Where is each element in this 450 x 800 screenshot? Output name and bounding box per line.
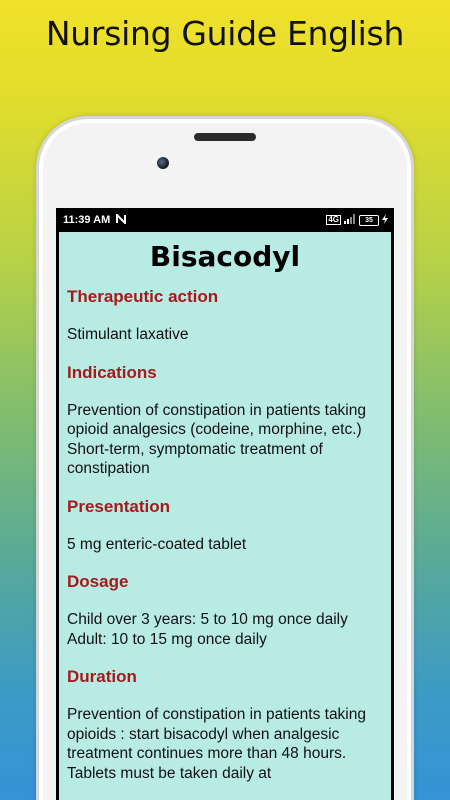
battery-icon (359, 215, 379, 226)
drug-detail-content[interactable] (59, 232, 391, 800)
section-body: 5 mg enteric-coated tablet (67, 535, 247, 553)
section-indications (67, 363, 383, 479)
signal-icon (344, 214, 356, 227)
section-dosage (67, 572, 383, 649)
section-therapeutic-action (67, 287, 383, 345)
section-heading: Dosage (67, 572, 129, 591)
phone-speaker (194, 133, 256, 141)
status-bar (56, 208, 394, 232)
charging-icon (382, 214, 388, 227)
section-body: Prevention of constipation in patients taking opioid analgesics (codeine, morphine, etc.) Short-term, symptomatic treatment of constipation (67, 401, 366, 477)
section-heading: Therapeutic action (67, 287, 219, 306)
drug-title: Bisacodyl (149, 240, 301, 273)
promo-banner-title: Nursing Guide English (45, 14, 405, 53)
notification-n-icon (116, 214, 126, 227)
phone-screen (56, 208, 394, 800)
section-heading: Presentation (67, 496, 170, 516)
battery-level: 35 (365, 216, 373, 224)
section-body: Child over 3 years: 5 to 10 mg once daily Adult: 10 to 15 mg once daily (67, 611, 348, 648)
section-presentation (67, 497, 383, 555)
section-heading: Duration (67, 667, 137, 686)
section-body: Prevention of constipation in patients taking opioids : start bisacodyl when analgesic treatment continues more than 48 hours. Tablets must be taken daily at (67, 706, 366, 782)
network-4g-label: 4G (328, 215, 339, 224)
section-body: Stimulant laxative (67, 326, 189, 343)
section-duration (67, 667, 383, 783)
status-time: 11:39 AM (63, 214, 111, 226)
section-heading: Indications (67, 362, 157, 382)
front-camera-icon (157, 157, 169, 169)
